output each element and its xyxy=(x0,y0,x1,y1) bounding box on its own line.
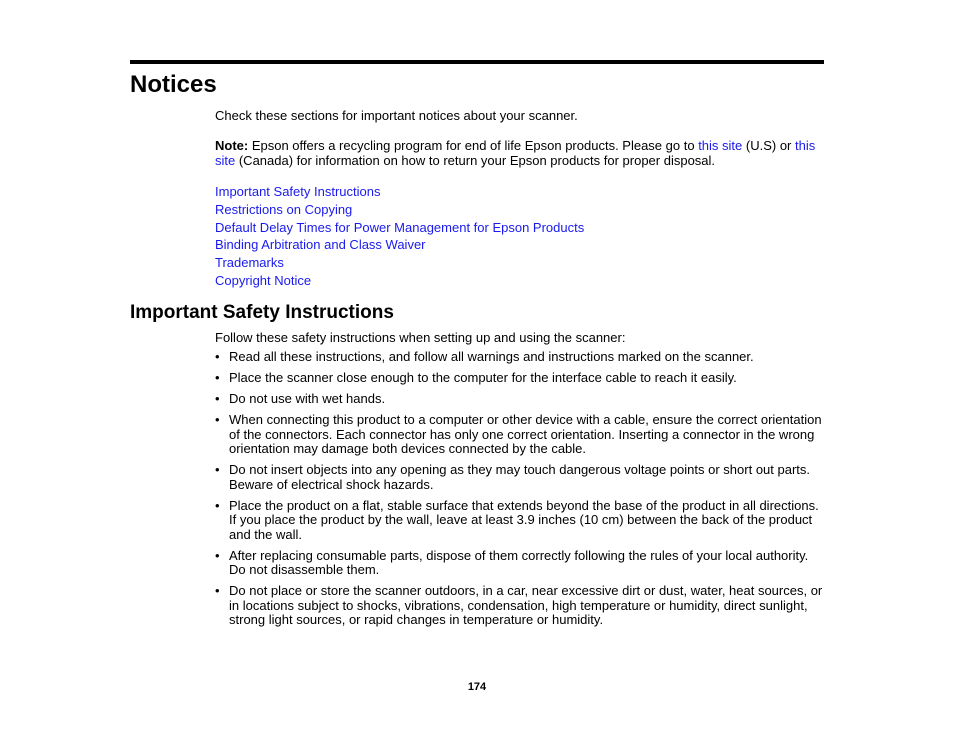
toc-link-copyright-notice[interactable]: Copyright Notice xyxy=(215,272,312,288)
bullet-text: Place the scanner close enough to the computer for the interface cable to reach it easily. xyxy=(229,370,737,385)
toc-list xyxy=(215,184,584,291)
page-number: 174 xyxy=(467,681,487,693)
note-text-before: Epson offers a recycling program for end of life Epson products. Please go to xyxy=(248,138,699,153)
bullet-text: Do not place or store the scanner outdoors, in a car, near excessive dirt or dust, water, heat sources, or in locations subject to shocks, vibrations, condensation, high temperature or humidity, direct sunlight, strong light sources, or rapid changes in temperature or humidity. xyxy=(229,583,823,627)
toc-item xyxy=(215,255,584,273)
bullet-icon: • xyxy=(215,391,220,406)
toc-link-default-delay-times[interactable]: Default Delay Times for Power Management for Epson Products xyxy=(215,219,585,235)
safety-intro-text: Follow these safety instructions when setting up and using the scanner: xyxy=(215,330,626,345)
list-item xyxy=(215,499,825,543)
list-item xyxy=(215,584,825,628)
toc-link-binding-arbitration[interactable]: Binding Arbitration and Class Waiver xyxy=(215,237,426,253)
toc-link-trademarks[interactable]: Trademarks xyxy=(215,255,284,271)
bullet-text: After replacing consumable parts, dispose of them correctly following the rules of your local authority. Do not disassemble them. xyxy=(229,547,809,577)
list-item xyxy=(215,350,825,365)
list-item xyxy=(215,392,825,407)
note-paragraph xyxy=(215,138,825,168)
bullet-icon: • xyxy=(215,462,220,477)
bullet-icon: • xyxy=(215,583,220,598)
list-item xyxy=(215,371,825,386)
list-item xyxy=(215,413,825,457)
bullet-icon: • xyxy=(215,370,220,385)
page-title: Notices xyxy=(130,71,217,98)
list-item xyxy=(215,463,825,492)
list-item xyxy=(215,549,825,578)
bullet-icon: • xyxy=(215,497,220,513)
bullet-icon: • xyxy=(215,412,220,427)
bullet-text: Do not use with wet hands. xyxy=(229,391,386,406)
toc-item xyxy=(215,237,584,255)
toc-link-safety-instructions[interactable]: Important Safety Instructions xyxy=(215,184,381,199)
bullet-text: Read all these instructions, and follow all warnings and instructions marked on the scanner. xyxy=(229,349,754,364)
toc-item xyxy=(215,202,584,220)
canada-site-link[interactable]: this site xyxy=(215,138,816,168)
safety-bullet-list xyxy=(215,350,825,628)
bullet-text: When connecting this product to a computer or other device with a cable, ensure the correct orientation of the connectors. Each connector has only one correct orientation. Inserting a connector in the wrong orientation may damage both devices connected by the cable. xyxy=(229,412,822,456)
intro-text: Check these sections for important notices about your scanner. xyxy=(215,108,578,123)
toc-link-restrictions-on-copying[interactable]: Restrictions on Copying xyxy=(215,201,353,217)
us-site-link[interactable]: this site xyxy=(698,138,743,153)
bullet-icon: • xyxy=(215,349,220,364)
note-text-middle: (U.S) or xyxy=(742,138,795,153)
note-text-after: (Canada) for information on how to return your Epson products for proper disposal. xyxy=(235,153,716,168)
bullet-text: Do not insert objects into any opening as they may touch dangerous voltage points or short out parts. Beware of electrical shock hazards. xyxy=(229,462,811,492)
bullet-icon: • xyxy=(215,547,220,563)
toc-item xyxy=(215,184,584,202)
top-rule xyxy=(130,60,824,64)
toc-item xyxy=(215,220,584,238)
bullet-text: Place the product on a flat, stable surface that extends beyond the base of the product in all directions. If you place the product by the wall, leave at least 3.9 inches (10 cm) between the back of the product and the wall. xyxy=(229,497,819,542)
toc-item xyxy=(215,273,584,291)
note-label: Note: xyxy=(215,138,249,153)
section-title: Important Safety Instructions xyxy=(130,302,394,323)
